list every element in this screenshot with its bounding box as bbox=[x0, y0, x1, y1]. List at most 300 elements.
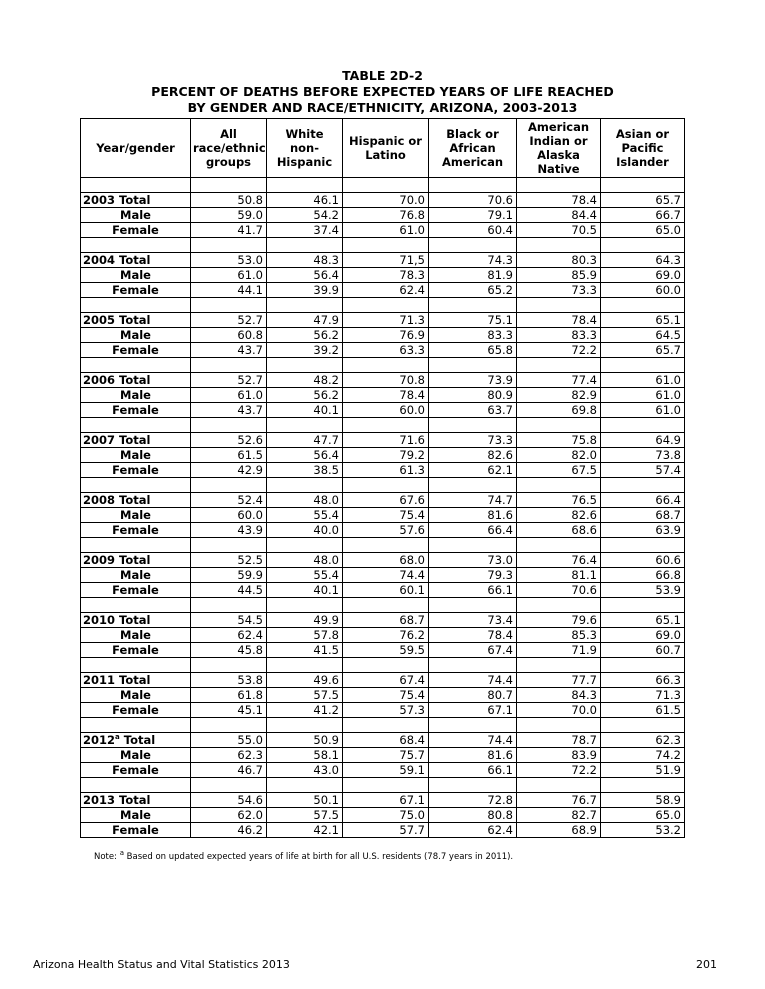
value-cell: 44.1 bbox=[191, 283, 267, 298]
spacer-cell bbox=[429, 478, 517, 493]
value-cell: 47.7 bbox=[267, 433, 343, 448]
value-cell: 51.9 bbox=[601, 763, 685, 778]
spacer-cell bbox=[343, 658, 429, 673]
value-cell: 70.6 bbox=[429, 193, 517, 208]
row-label-text: 2005 Total bbox=[83, 313, 151, 327]
value-cell: 60.6 bbox=[601, 553, 685, 568]
value-cell: 82.6 bbox=[517, 508, 601, 523]
value-cell: 61.3 bbox=[343, 463, 429, 478]
row-label-total bbox=[81, 373, 191, 388]
spacer-cell bbox=[343, 598, 429, 613]
value-cell: 66.1 bbox=[429, 583, 517, 598]
row-label-gender bbox=[81, 583, 191, 598]
value-cell: 73.3 bbox=[429, 433, 517, 448]
value-cell: 61.0 bbox=[601, 373, 685, 388]
row-label-gender bbox=[81, 208, 191, 223]
table-row bbox=[81, 823, 685, 838]
value-cell: 52.7 bbox=[191, 313, 267, 328]
value-cell: 53.9 bbox=[601, 583, 685, 598]
row-label-text: Female bbox=[112, 223, 159, 237]
row-label-text: Female bbox=[112, 763, 159, 777]
value-cell: 48.0 bbox=[267, 493, 343, 508]
header-american-indian: American Indian or Alaska Native bbox=[517, 119, 601, 178]
spacer-cell bbox=[601, 298, 685, 313]
value-cell: 78.4 bbox=[429, 628, 517, 643]
value-cell: 43.7 bbox=[191, 403, 267, 418]
row-label-text: 2011 Total bbox=[83, 673, 151, 687]
table-row bbox=[81, 313, 685, 328]
row-label-total bbox=[81, 313, 191, 328]
table-row bbox=[81, 763, 685, 778]
spacer-cell bbox=[191, 478, 267, 493]
value-cell: 42.9 bbox=[191, 463, 267, 478]
row-label-suffix: Total bbox=[119, 733, 156, 747]
value-cell: 50.1 bbox=[267, 793, 343, 808]
row-label-gender bbox=[81, 523, 191, 538]
row-label-text: Male bbox=[120, 508, 151, 522]
row-label-text: Male bbox=[120, 688, 151, 702]
value-cell: 70.8 bbox=[343, 373, 429, 388]
spacer-row bbox=[81, 538, 685, 553]
spacer-cell bbox=[81, 358, 191, 373]
value-cell: 60.4 bbox=[429, 223, 517, 238]
value-cell: 83.3 bbox=[429, 328, 517, 343]
spacer-cell bbox=[267, 478, 343, 493]
spacer-cell bbox=[517, 298, 601, 313]
table-row bbox=[81, 613, 685, 628]
value-cell: 78.4 bbox=[517, 313, 601, 328]
title-line-1: TABLE 2D-2 bbox=[342, 68, 423, 83]
row-label-total bbox=[81, 793, 191, 808]
row-label-text: Male bbox=[120, 568, 151, 582]
value-cell: 67.1 bbox=[429, 703, 517, 718]
value-cell: 59.9 bbox=[191, 568, 267, 583]
spacer-cell bbox=[81, 238, 191, 253]
value-cell: 53.0 bbox=[191, 253, 267, 268]
header-asian-pacific: Asian or Pacific Islander bbox=[601, 119, 685, 178]
value-cell: 62.1 bbox=[429, 463, 517, 478]
value-cell: 68.7 bbox=[343, 613, 429, 628]
value-cell: 60.8 bbox=[191, 328, 267, 343]
row-label-text: 2010 Total bbox=[83, 613, 151, 627]
value-cell: 57.5 bbox=[267, 688, 343, 703]
table-row bbox=[81, 508, 685, 523]
row-label-total bbox=[81, 193, 191, 208]
spacer-cell bbox=[81, 538, 191, 553]
spacer-cell bbox=[267, 358, 343, 373]
table-row bbox=[81, 808, 685, 823]
row-label-text: Male bbox=[120, 268, 151, 282]
value-cell: 66.1 bbox=[429, 763, 517, 778]
row-label-text: Male bbox=[120, 328, 151, 342]
value-cell: 67.4 bbox=[429, 643, 517, 658]
row-label-text: Male bbox=[120, 808, 151, 822]
value-cell: 42.1 bbox=[267, 823, 343, 838]
row-label-text: Male bbox=[120, 208, 151, 222]
spacer-cell bbox=[81, 418, 191, 433]
spacer-cell bbox=[601, 178, 685, 193]
row-label-gender bbox=[81, 403, 191, 418]
value-cell: 79.2 bbox=[343, 448, 429, 463]
header-black-african-american: Black or African American bbox=[429, 119, 517, 178]
spacer-cell bbox=[267, 718, 343, 733]
value-cell: 85.3 bbox=[517, 628, 601, 643]
row-label-gender bbox=[81, 688, 191, 703]
value-cell: 79.3 bbox=[429, 568, 517, 583]
spacer-row bbox=[81, 598, 685, 613]
spacer-row bbox=[81, 778, 685, 793]
value-cell: 66.4 bbox=[429, 523, 517, 538]
value-cell: 43.0 bbox=[267, 763, 343, 778]
value-cell: 72.2 bbox=[517, 763, 601, 778]
spacer-cell bbox=[429, 358, 517, 373]
value-cell: 50.8 bbox=[191, 193, 267, 208]
value-cell: 82.6 bbox=[429, 448, 517, 463]
value-cell: 61.5 bbox=[601, 703, 685, 718]
table-row bbox=[81, 433, 685, 448]
value-cell: 72.8 bbox=[429, 793, 517, 808]
spacer-cell bbox=[517, 178, 601, 193]
table-row bbox=[81, 208, 685, 223]
row-label-text: Female bbox=[112, 343, 159, 357]
value-cell: 52.4 bbox=[191, 493, 267, 508]
value-cell: 57.7 bbox=[343, 823, 429, 838]
value-cell: 71.3 bbox=[601, 688, 685, 703]
value-cell: 52.6 bbox=[191, 433, 267, 448]
table-row bbox=[81, 523, 685, 538]
value-cell: 73.9 bbox=[429, 373, 517, 388]
value-cell: 69.0 bbox=[601, 628, 685, 643]
spacer-cell bbox=[343, 238, 429, 253]
spacer-cell bbox=[429, 238, 517, 253]
value-cell: 67.4 bbox=[343, 673, 429, 688]
spacer-cell bbox=[267, 238, 343, 253]
value-cell: 44.5 bbox=[191, 583, 267, 598]
footnote-text: Based on updated expected years of life at birth for all U.S. residents (78.7 years in 2011). bbox=[123, 852, 514, 862]
value-cell: 70.5 bbox=[517, 223, 601, 238]
value-cell: 54.2 bbox=[267, 208, 343, 223]
value-cell: 40.0 bbox=[267, 523, 343, 538]
value-cell: 79.1 bbox=[429, 208, 517, 223]
value-cell: 63.7 bbox=[429, 403, 517, 418]
value-cell: 61.5 bbox=[191, 448, 267, 463]
spacer-cell bbox=[601, 598, 685, 613]
table-row bbox=[81, 793, 685, 808]
spacer-cell bbox=[429, 718, 517, 733]
value-cell: 61.0 bbox=[191, 268, 267, 283]
value-cell: 68.7 bbox=[601, 508, 685, 523]
value-cell: 39.2 bbox=[267, 343, 343, 358]
value-cell: 68.6 bbox=[517, 523, 601, 538]
value-cell: 76.8 bbox=[343, 208, 429, 223]
value-cell: 68.9 bbox=[517, 823, 601, 838]
value-cell: 71,5 bbox=[343, 253, 429, 268]
spacer-cell bbox=[601, 778, 685, 793]
value-cell: 76.7 bbox=[517, 793, 601, 808]
table-row bbox=[81, 628, 685, 643]
table-title bbox=[0, 68, 765, 116]
row-label-gender bbox=[81, 388, 191, 403]
value-cell: 62.4 bbox=[191, 628, 267, 643]
row-label-text: Female bbox=[112, 283, 159, 297]
value-cell: 61.0 bbox=[343, 223, 429, 238]
value-cell: 78.7 bbox=[517, 733, 601, 748]
value-cell: 65.8 bbox=[429, 343, 517, 358]
value-cell: 78.3 bbox=[343, 268, 429, 283]
spacer-row bbox=[81, 298, 685, 313]
value-cell: 48.2 bbox=[267, 373, 343, 388]
value-cell: 80.8 bbox=[429, 808, 517, 823]
spacer-row bbox=[81, 658, 685, 673]
value-cell: 48.3 bbox=[267, 253, 343, 268]
value-cell: 76.5 bbox=[517, 493, 601, 508]
value-cell: 75.4 bbox=[343, 508, 429, 523]
table-row bbox=[81, 703, 685, 718]
value-cell: 80.3 bbox=[517, 253, 601, 268]
table-row bbox=[81, 373, 685, 388]
row-label-text: 2007 Total bbox=[83, 433, 151, 447]
row-label-text: Female bbox=[112, 823, 159, 837]
value-cell: 63.9 bbox=[601, 523, 685, 538]
value-cell: 83.9 bbox=[517, 748, 601, 763]
value-cell: 76.4 bbox=[517, 553, 601, 568]
row-label-total bbox=[81, 673, 191, 688]
row-label-text: 2004 Total bbox=[83, 253, 151, 267]
value-cell: 64.5 bbox=[601, 328, 685, 343]
value-cell: 61.0 bbox=[191, 388, 267, 403]
value-cell: 56.2 bbox=[267, 328, 343, 343]
spacer-row bbox=[81, 358, 685, 373]
value-cell: 74.4 bbox=[429, 673, 517, 688]
table-body bbox=[81, 178, 685, 838]
value-cell: 50.9 bbox=[267, 733, 343, 748]
row-label-gender bbox=[81, 823, 191, 838]
row-label-total bbox=[81, 613, 191, 628]
value-cell: 56.2 bbox=[267, 388, 343, 403]
spacer-cell bbox=[191, 658, 267, 673]
value-cell: 41.2 bbox=[267, 703, 343, 718]
spacer-cell bbox=[343, 778, 429, 793]
value-cell: 49.9 bbox=[267, 613, 343, 628]
value-cell: 65.2 bbox=[429, 283, 517, 298]
spacer-cell bbox=[191, 238, 267, 253]
row-label-gender bbox=[81, 628, 191, 643]
value-cell: 57.8 bbox=[267, 628, 343, 643]
row-label-total bbox=[81, 493, 191, 508]
value-cell: 82.7 bbox=[517, 808, 601, 823]
spacer-cell bbox=[191, 358, 267, 373]
value-cell: 60.7 bbox=[601, 643, 685, 658]
row-label-text: Male bbox=[120, 448, 151, 462]
spacer-cell bbox=[517, 238, 601, 253]
value-cell: 84.4 bbox=[517, 208, 601, 223]
footnote bbox=[94, 849, 514, 862]
value-cell: 79.6 bbox=[517, 613, 601, 628]
spacer-cell bbox=[601, 418, 685, 433]
row-label-text: 2013 Total bbox=[83, 793, 151, 807]
row-label-gender bbox=[81, 568, 191, 583]
spacer-cell bbox=[191, 598, 267, 613]
table-row bbox=[81, 733, 685, 748]
value-cell: 68.4 bbox=[343, 733, 429, 748]
value-cell: 57.5 bbox=[267, 808, 343, 823]
spacer-cell bbox=[343, 298, 429, 313]
spacer-cell bbox=[191, 178, 267, 193]
value-cell: 77.7 bbox=[517, 673, 601, 688]
spacer-cell bbox=[517, 478, 601, 493]
value-cell: 74.3 bbox=[429, 253, 517, 268]
value-cell: 54.6 bbox=[191, 793, 267, 808]
value-cell: 41.5 bbox=[267, 643, 343, 658]
spacer-cell bbox=[191, 538, 267, 553]
spacer-row bbox=[81, 178, 685, 193]
row-label-gender bbox=[81, 283, 191, 298]
row-label-total bbox=[81, 433, 191, 448]
value-cell: 70.6 bbox=[517, 583, 601, 598]
row-label-gender bbox=[81, 763, 191, 778]
value-cell: 45.1 bbox=[191, 703, 267, 718]
value-cell: 62.4 bbox=[343, 283, 429, 298]
value-cell: 40.1 bbox=[267, 403, 343, 418]
value-cell: 58.1 bbox=[267, 748, 343, 763]
value-cell: 63.3 bbox=[343, 343, 429, 358]
spacer-cell bbox=[601, 478, 685, 493]
spacer-cell bbox=[267, 298, 343, 313]
value-cell: 81.6 bbox=[429, 748, 517, 763]
spacer-cell bbox=[81, 778, 191, 793]
table-row bbox=[81, 193, 685, 208]
value-cell: 65.1 bbox=[601, 613, 685, 628]
spacer-cell bbox=[267, 658, 343, 673]
value-cell: 57.3 bbox=[343, 703, 429, 718]
value-cell: 60.0 bbox=[343, 403, 429, 418]
header-hispanic-latino: Hispanic or Latino bbox=[343, 119, 429, 178]
spacer-cell bbox=[81, 658, 191, 673]
footnote-marker: a bbox=[115, 733, 120, 742]
value-cell: 72.2 bbox=[517, 343, 601, 358]
spacer-row bbox=[81, 718, 685, 733]
value-cell: 62.0 bbox=[191, 808, 267, 823]
spacer-cell bbox=[191, 298, 267, 313]
value-cell: 78.4 bbox=[343, 388, 429, 403]
row-label-total bbox=[81, 253, 191, 268]
value-cell: 65.1 bbox=[601, 313, 685, 328]
spacer-cell bbox=[81, 178, 191, 193]
header-row bbox=[81, 119, 685, 178]
spacer-cell bbox=[343, 358, 429, 373]
value-cell: 76.9 bbox=[343, 328, 429, 343]
row-label-text: Female bbox=[112, 703, 159, 717]
spacer-cell bbox=[601, 658, 685, 673]
spacer-cell bbox=[81, 718, 191, 733]
value-cell: 67.5 bbox=[517, 463, 601, 478]
value-cell: 64.3 bbox=[601, 253, 685, 268]
value-cell: 53.8 bbox=[191, 673, 267, 688]
spacer-cell bbox=[267, 418, 343, 433]
spacer-cell bbox=[191, 418, 267, 433]
spacer-cell bbox=[429, 178, 517, 193]
table-row bbox=[81, 463, 685, 478]
value-cell: 38.5 bbox=[267, 463, 343, 478]
spacer-cell bbox=[517, 418, 601, 433]
row-label-text: 2003 Total bbox=[83, 193, 151, 207]
row-label-text: Female bbox=[112, 403, 159, 417]
value-cell: 60.0 bbox=[191, 508, 267, 523]
data-table bbox=[80, 118, 685, 838]
row-label-gender bbox=[81, 463, 191, 478]
spacer-cell bbox=[81, 598, 191, 613]
spacer-cell bbox=[81, 298, 191, 313]
value-cell: 71.6 bbox=[343, 433, 429, 448]
spacer-cell bbox=[81, 478, 191, 493]
value-cell: 84.3 bbox=[517, 688, 601, 703]
table-row bbox=[81, 448, 685, 463]
row-label-text: 2006 Total bbox=[83, 373, 151, 387]
value-cell: 52.5 bbox=[191, 553, 267, 568]
spacer-row bbox=[81, 238, 685, 253]
value-cell: 60.0 bbox=[601, 283, 685, 298]
spacer-cell bbox=[267, 778, 343, 793]
row-label-gender bbox=[81, 223, 191, 238]
row-label-gender bbox=[81, 643, 191, 658]
spacer-cell bbox=[343, 718, 429, 733]
value-cell: 66.3 bbox=[601, 673, 685, 688]
value-cell: 60.1 bbox=[343, 583, 429, 598]
spacer-cell bbox=[601, 718, 685, 733]
value-cell: 67.6 bbox=[343, 493, 429, 508]
value-cell: 61.0 bbox=[601, 388, 685, 403]
value-cell: 74.7 bbox=[429, 493, 517, 508]
table-row bbox=[81, 283, 685, 298]
value-cell: 39.9 bbox=[267, 283, 343, 298]
value-cell: 73.0 bbox=[429, 553, 517, 568]
value-cell: 73.8 bbox=[601, 448, 685, 463]
header-year-gender: Year/gender bbox=[81, 119, 191, 178]
value-cell: 47.9 bbox=[267, 313, 343, 328]
value-cell: 55.4 bbox=[267, 508, 343, 523]
value-cell: 81.1 bbox=[517, 568, 601, 583]
spacer-row bbox=[81, 478, 685, 493]
value-cell: 46.1 bbox=[267, 193, 343, 208]
spacer-cell bbox=[517, 538, 601, 553]
row-label-gender bbox=[81, 448, 191, 463]
value-cell: 85.9 bbox=[517, 268, 601, 283]
value-cell: 69.0 bbox=[601, 268, 685, 283]
value-cell: 66.7 bbox=[601, 208, 685, 223]
table-row bbox=[81, 328, 685, 343]
value-cell: 62.4 bbox=[429, 823, 517, 838]
row-label-gender bbox=[81, 808, 191, 823]
table-row bbox=[81, 568, 685, 583]
row-label-text: Female bbox=[112, 583, 159, 597]
value-cell: 76.2 bbox=[343, 628, 429, 643]
row-label-gender bbox=[81, 268, 191, 283]
row-label-gender bbox=[81, 748, 191, 763]
value-cell: 74.2 bbox=[601, 748, 685, 763]
value-cell: 57.6 bbox=[343, 523, 429, 538]
value-cell: 75.8 bbox=[517, 433, 601, 448]
footnote-prefix: Note: bbox=[94, 852, 120, 862]
value-cell: 43.9 bbox=[191, 523, 267, 538]
value-cell: 45.8 bbox=[191, 643, 267, 658]
spacer-cell bbox=[343, 418, 429, 433]
value-cell: 62.3 bbox=[191, 748, 267, 763]
value-cell: 70.0 bbox=[343, 193, 429, 208]
value-cell: 69.8 bbox=[517, 403, 601, 418]
spacer-cell bbox=[429, 778, 517, 793]
footnote-marker: a bbox=[119, 849, 124, 858]
table-row bbox=[81, 388, 685, 403]
